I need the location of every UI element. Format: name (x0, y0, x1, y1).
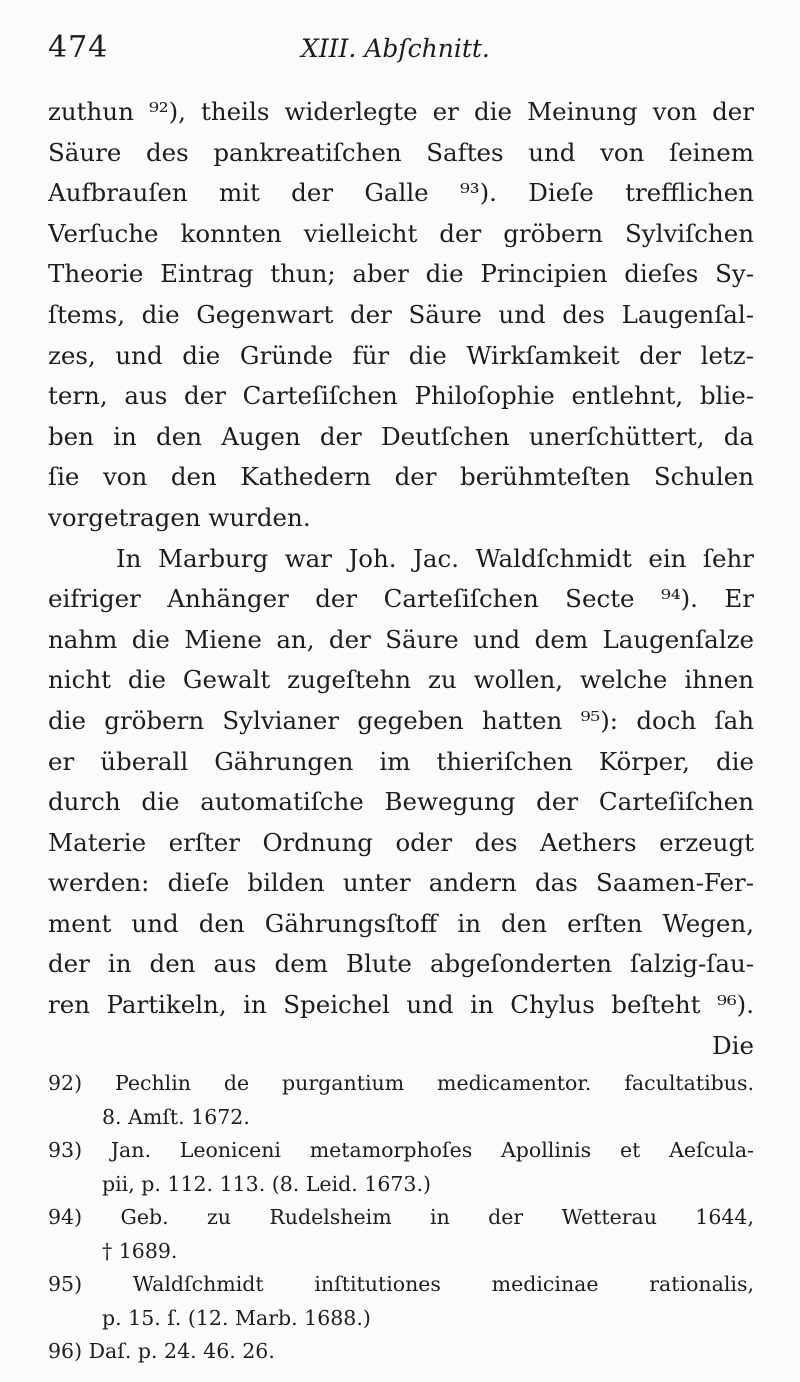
text-line: der in den aus dem Blute abgeſonderten ſalzig-ſau- (48, 949, 754, 979)
text-line: ben in den Augen der Deutſchen unerſchüttert, da (48, 421, 754, 451)
text-line: zes, und die Gründe für die Wirkſamkeit der letz- (48, 340, 754, 370)
footnote-93: 93) Jan. Leoniceni metamorphoſes Apollinis et Aeſcula- (48, 1138, 754, 1162)
running-head: XIII. Abſchnitt. (301, 34, 490, 63)
footnote-94: 94) Geb. zu Rudelsheim in der Wetterau 1644, (48, 1205, 754, 1229)
text-line: Materie erſter Ordnung oder des Aethers erzeugt (48, 827, 754, 857)
text-line: eifriger Anhänger der Carteſiſchen Secte ⁹⁴). Er (48, 584, 754, 614)
text-line: ren Partikeln, in Speichel und in Chylus beſteht ⁹⁶). (48, 990, 754, 1020)
footnote-92: 92) Pechlin de purgantium medicamentor. facultatibus. (48, 1071, 754, 1095)
text-line: durch die automatiſche Bewegung der Carteſiſchen (48, 787, 754, 817)
text-line: Theorie Eintrag thun; aber die Principien dieſes Sy- (48, 259, 754, 289)
text-line: vorgetragen wurden. (48, 502, 311, 532)
text-line: werden: dieſe bilden unter andern das Saamen-Fer- (48, 868, 754, 898)
catchword: Die (712, 1030, 754, 1060)
body-text (48, 92, 754, 1066)
text-line: Säure des pankreatiſchen Saftes und von ſeinem (48, 137, 754, 167)
footnote-95: 95) Waldſchmidt inſtitutiones medicinae rationalis, (48, 1272, 754, 1296)
text-line: zuthun ⁹²), theils widerlegte er die Meinung von der (48, 97, 754, 126)
text-line: ſtems, die Gegenwart der Säure und des Laugenſal- (48, 299, 754, 329)
footnotes (48, 1067, 754, 1369)
text-line: ſie von den Kathedern der berühmteſten Schulen (48, 462, 754, 492)
text-line: er überall Gährungen im thieriſchen Körper, die (48, 746, 754, 776)
text-line: Aufbrauſen mit der Galle ⁹³). Dieſe trefflichen (48, 178, 754, 208)
footnote-95-continuation: p. 15. ſ. (12. Marb. 1688.) (102, 1305, 371, 1330)
paragraph-start-line: In Marburg war Joh. Jac. Waldſchmidt ein ſehr (116, 543, 754, 573)
text-line: nicht die Gewalt zugeſtehn zu wollen, welche ihnen (48, 665, 754, 695)
text-line: tern, aus der Carteſiſchen Philoſophie entlehnt, blie- (48, 381, 754, 411)
footnote-93-continuation: pii, p. 112. 113. (8. Leid. 1673.) (102, 1171, 431, 1196)
page-header (48, 30, 753, 70)
text-line: Verſuche konnten vielleicht der gröbern Sylviſchen (48, 218, 754, 248)
text-line: die gröbern Sylvianer gegeben hatten ⁹⁵): doch ſah (48, 705, 754, 735)
footnote-94-continuation: † 1689. (102, 1238, 178, 1263)
footnote-96: 96) Daſ. p. 24. 46. 26. (48, 1339, 275, 1363)
footnote-92-continuation: 8. Amſt. 1672. (102, 1104, 250, 1129)
text-line: ment und den Gährungsſtoff in den erſten Wegen, (48, 908, 754, 938)
text-line: nahm die Miene an, der Säure und dem Laugenſalze (48, 624, 754, 654)
page-number: 474 (48, 30, 109, 65)
